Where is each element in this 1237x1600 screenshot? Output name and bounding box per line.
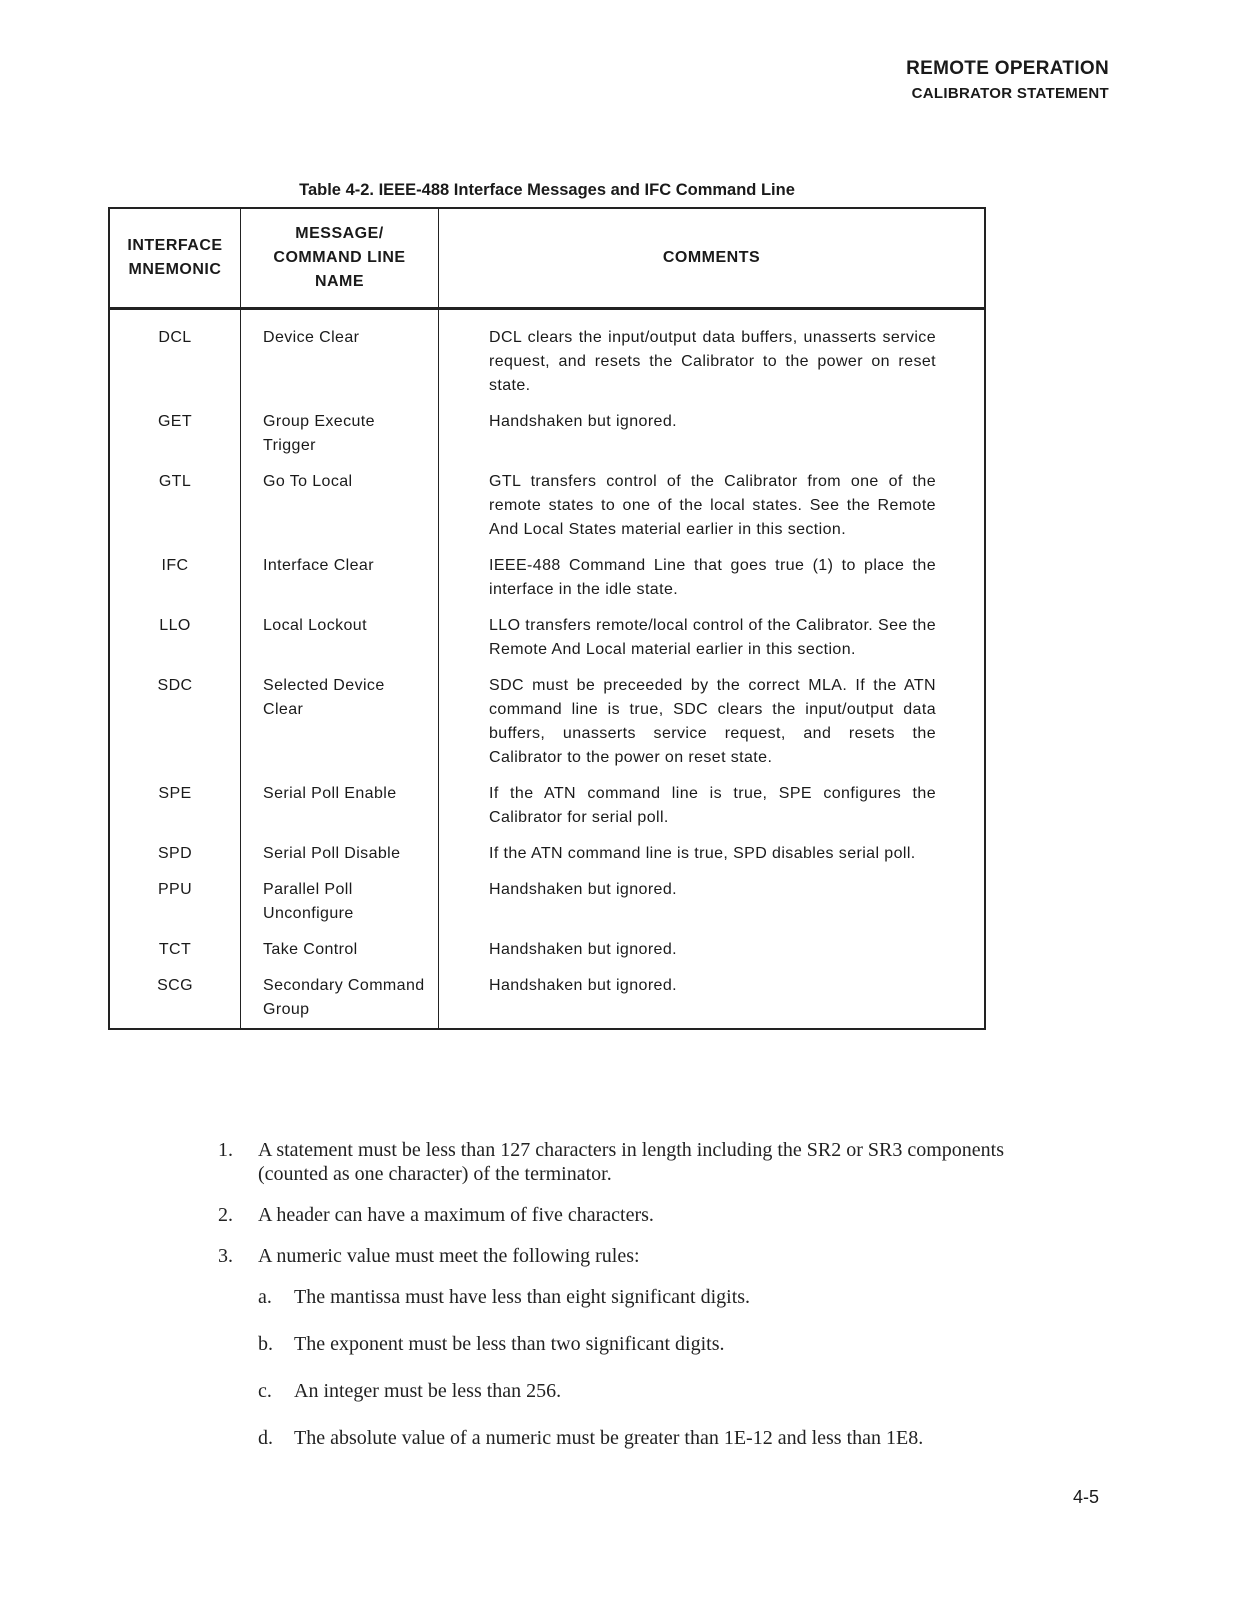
table-row: [109, 405, 985, 465]
name-cell: Serial Poll Enable: [241, 777, 439, 837]
comment-cell: DCL clears the input/output data buffers, unasserts service request, and resets the Calibrator to the power on reset state.: [489, 329, 936, 394]
table-row: [109, 777, 985, 837]
header-mnemonic-line-2: MNEMONIC: [128, 261, 222, 278]
mnemonic-cell: SCG: [109, 969, 241, 1029]
name-cell: Take Control: [241, 933, 439, 969]
header-mnemonic-line-1: INTERFACE: [127, 237, 223, 254]
subrule-item: [258, 1426, 1008, 1450]
subrule-item: [258, 1285, 1008, 1309]
subrule-letter: c.: [258, 1380, 272, 1402]
rule-text: A numeric value must meet the following rules:: [258, 1245, 640, 1267]
name-cell: Serial Poll Disable: [241, 837, 439, 873]
subrule-item: [258, 1379, 1008, 1403]
comment-cell: Handshaken but ignored.: [489, 881, 677, 898]
subrule-text: The mantissa must have less than eight significant digits.: [294, 1286, 751, 1308]
name-cell: Go To Local: [241, 465, 439, 549]
name-cell: Parallel Poll Unconfigure: [241, 873, 439, 933]
rule-number: 2.: [218, 1204, 233, 1226]
rule-item: [218, 1244, 1008, 1268]
table-row: [109, 669, 985, 777]
statement-rules: [218, 1138, 1008, 1473]
comment-cell: IEEE-488 Command Line that goes true (1) to place the interface in the idle state.: [489, 557, 936, 598]
name-cell: Interface Clear: [241, 549, 439, 609]
section-title: REMOTE OPERATION: [906, 58, 1109, 79]
page-header: [906, 58, 1109, 102]
subrule-letter: d.: [258, 1427, 273, 1449]
rule-number: 1.: [218, 1139, 233, 1161]
table-row: [109, 549, 985, 609]
mnemonic-cell: IFC: [109, 549, 241, 609]
header-name: [241, 208, 439, 309]
subrule-text: The exponent must be less than two significant digits.: [294, 1333, 725, 1355]
comment-cell: GTL transfers control of the Calibrator from one of the remote states to one of the local states. See the Remote And Local States material earlier in this section.: [489, 473, 936, 538]
mnemonic-cell: GTL: [109, 465, 241, 549]
mnemonic-cell: TCT: [109, 933, 241, 969]
table-row: [109, 465, 985, 549]
name-cell: Secondary Command Group: [241, 969, 439, 1029]
comment-cell: LLO transfers remote/local control of the Calibrator. See the Remote And Local material earlier in this section.: [489, 617, 936, 658]
table-row: [109, 873, 985, 933]
comment-cell: Handshaken but ignored.: [489, 941, 677, 958]
subrule-letter: b.: [258, 1333, 273, 1355]
table-row: [109, 609, 985, 669]
header-name-line-2: COMMAND LINE: [273, 249, 406, 266]
interface-messages-table: [108, 207, 986, 1030]
comment-cell: If the ATN command line is true, SPD disables serial poll.: [489, 845, 916, 862]
table-row: [109, 933, 985, 969]
header-name-line-1: MESSAGE/: [295, 225, 384, 242]
name-cell: Device Clear: [241, 309, 439, 406]
rule-item: [218, 1138, 1008, 1186]
page-number: 4-5: [1072, 1487, 1099, 1507]
subrule-text: An integer must be less than 256.: [294, 1380, 562, 1402]
comment-cell: If the ATN command line is true, SPE configures the Calibrator for serial poll.: [489, 785, 936, 826]
header-name-line-3: NAME: [314, 273, 365, 290]
rule-number: 3.: [218, 1245, 233, 1267]
comment-cell: Handshaken but ignored.: [489, 977, 677, 994]
mnemonic-cell: LLO: [109, 609, 241, 669]
header-comments: COMMENTS: [439, 208, 986, 309]
name-cell: Group Execute Trigger: [241, 405, 439, 465]
rule-text: A statement must be less than 127 characters in length including the SR2 or SR3 components (counted as one character) of the terminator.: [258, 1139, 1004, 1185]
table-row: [109, 837, 985, 873]
subrule-text: The absolute value of a numeric must be greater than 1E-12 and less than 1E8.: [294, 1427, 924, 1449]
subrule-item: [258, 1332, 1008, 1356]
table-row: [109, 969, 985, 1029]
header-mnemonic: [109, 208, 241, 309]
name-cell: Selected Device Clear: [241, 669, 439, 777]
subrule-letter: a.: [258, 1286, 272, 1308]
table-row: [109, 309, 985, 406]
comment-cell: SDC must be preceeded by the correct MLA. If the ATN command line is true, SDC clears the input/output data buffers, unasserts service request, and resets the Calibrator to the power on reset state.: [489, 677, 936, 766]
mnemonic-cell: SPD: [109, 837, 241, 873]
name-cell: Local Lockout: [241, 609, 439, 669]
mnemonic-cell: SPE: [109, 777, 241, 837]
mnemonic-cell: SDC: [109, 669, 241, 777]
mnemonic-cell: GET: [109, 405, 241, 465]
subsection-title: CALIBRATOR STATEMENT: [911, 85, 1109, 102]
comment-cell: Handshaken but ignored.: [489, 413, 677, 430]
rule-text: A header can have a maximum of five characters.: [258, 1204, 654, 1226]
mnemonic-cell: PPU: [109, 873, 241, 933]
table-title: Table 4-2. IEEE-488 Interface Messages and IFC Command Line: [299, 181, 795, 199]
table-header-row: [109, 208, 985, 309]
rule-item: [218, 1203, 1008, 1227]
mnemonic-cell: DCL: [109, 309, 241, 406]
